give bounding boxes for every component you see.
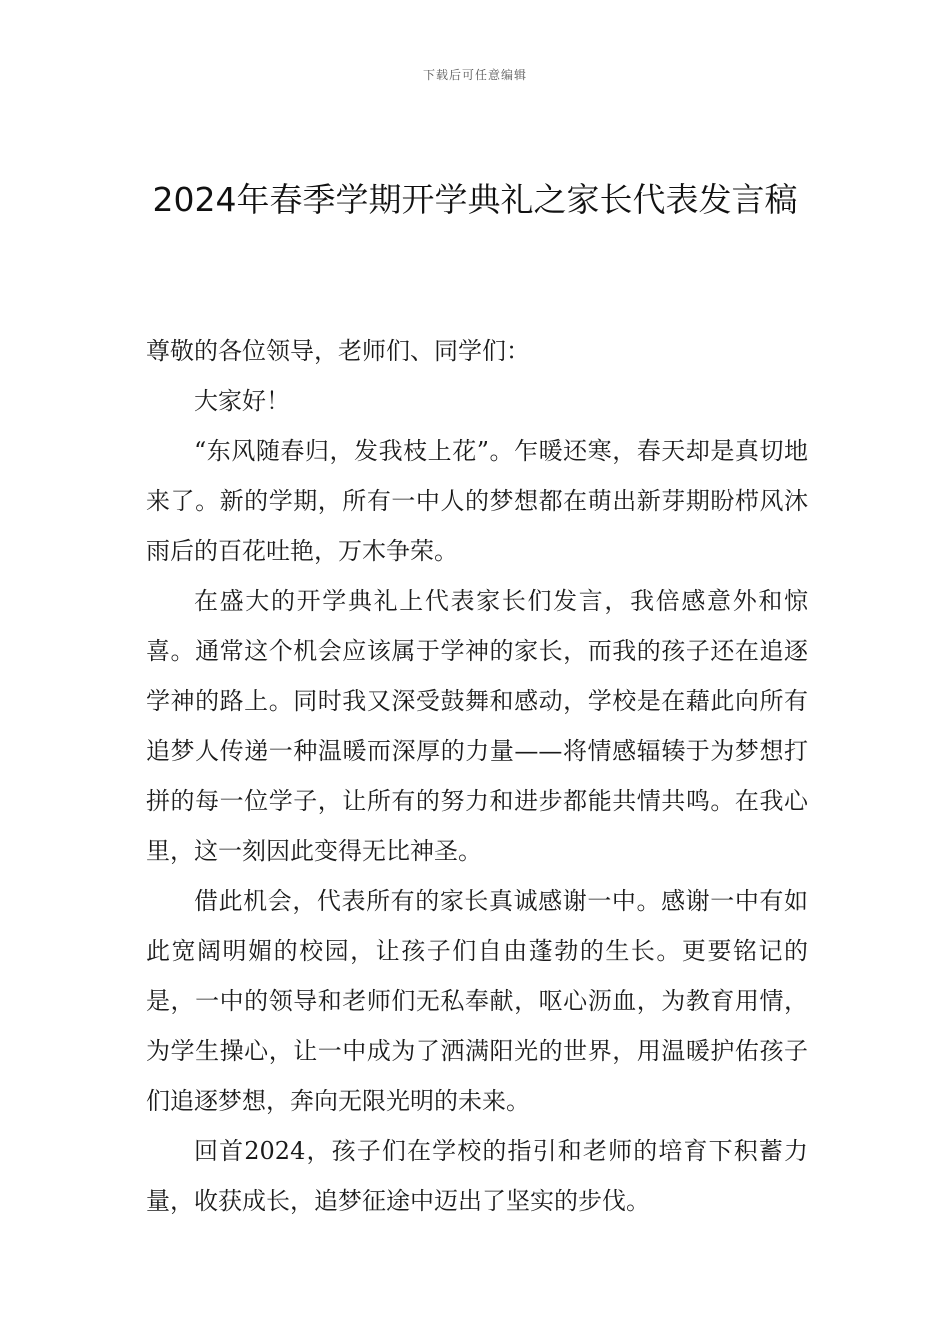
document-title: 2024年春季学期开学典礼之家长代表发言稿	[152, 180, 798, 219]
paragraph: 借此机会，代表所有的家长真诚感谢一中。感谢一中有如此宽阔明媚的校园，让孩子们自由蓬勃的生长。更要铭记的是，一中的领导和老师们无私奉献，呕心沥血，为教育用情，为学生操心，让一中成为了洒满阳光的世界，用温暖护佑孩子们追逐梦想，奔向无限光明的未来。	[146, 887, 808, 1115]
salutation: 尊敬的各位领导，老师们、同学们：	[146, 337, 530, 365]
paragraph: 在盛大的开学典礼上代表家长们发言，我倍感意外和惊喜。通常这个机会应该属于学神的家长，而我的孩子还在追逐学神的路上。同时我又深受鼓舞和感动，学校是在藉此向所有追梦人传递一种温暖而深厚的力量——将情感辐辏于为梦想打拼的每一位学子，让所有的努力和进步都能共情共鸣。在我心里，这一刻因此变得无比神圣。	[146, 587, 808, 865]
paragraph: 回首2024，孩子们在学校的指引和老师的培育下积蓄力量，收获成长，追梦征途中迈出了坚实的步伐。	[146, 1137, 808, 1215]
greeting: 大家好！	[194, 387, 290, 415]
header-note: 下载后可任意编辑	[422, 68, 527, 82]
paragraph: “东风随春归，发我枝上花”。乍暖还寒，春天却是真切地来了。新的学期，所有一中人的梦想都在萌出新芽期盼栉风沐雨后的百花吐艳，万木争荣。	[146, 437, 808, 565]
document-body	[146, 326, 808, 1226]
